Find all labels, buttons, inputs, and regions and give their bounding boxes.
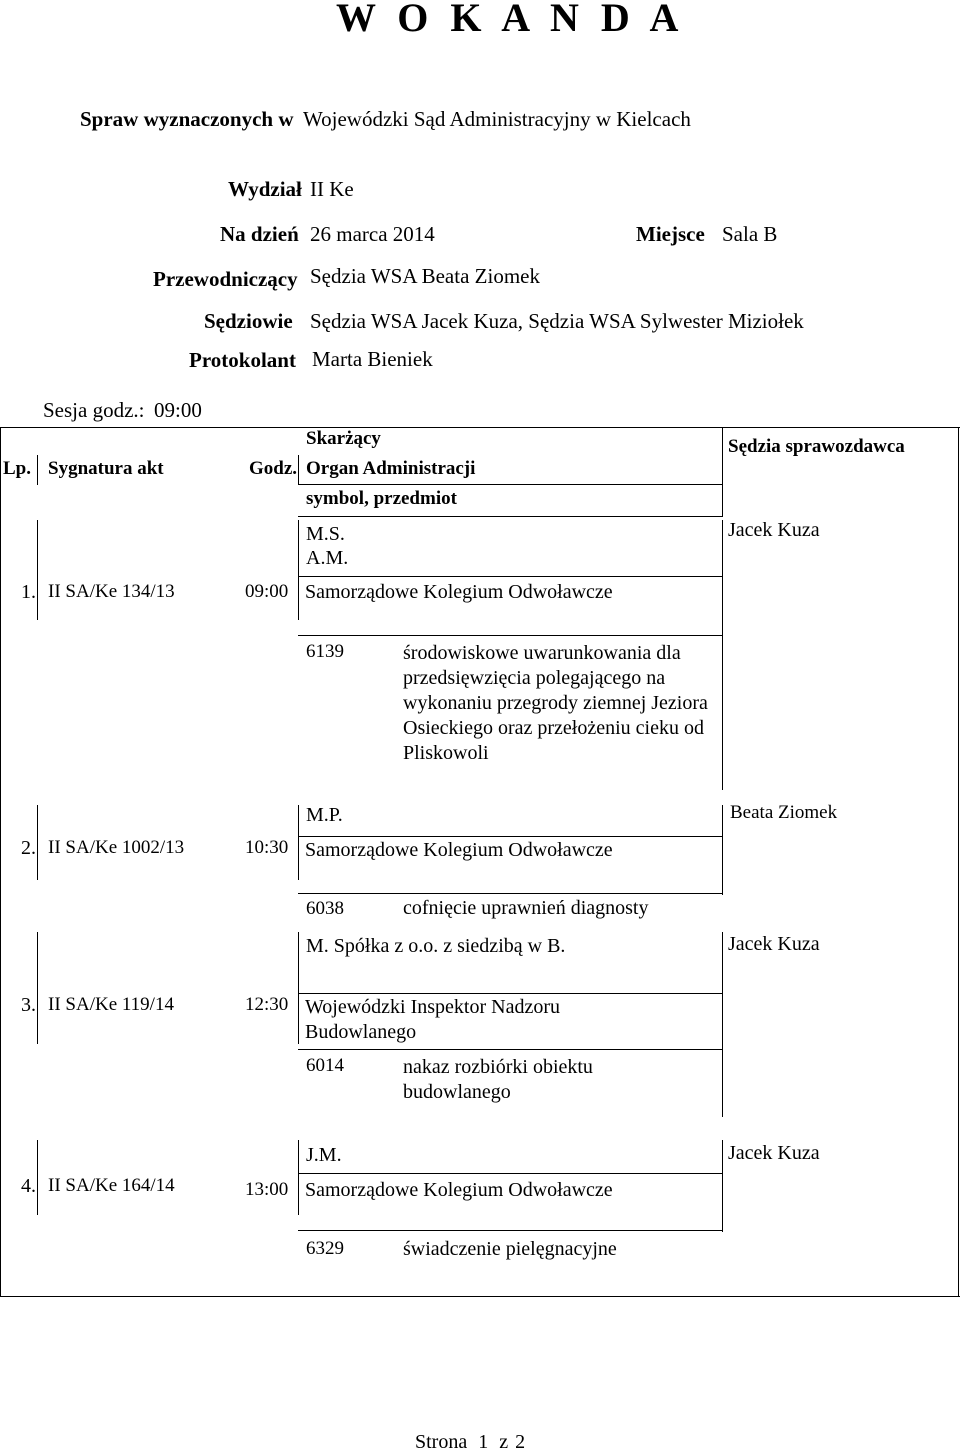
col-header-sygnatura: Sygnatura akt — [48, 458, 164, 479]
col-sep — [722, 1140, 723, 1232]
table-right-border — [958, 427, 959, 1297]
col-sep — [298, 805, 299, 880]
table-bottom-border — [0, 1296, 960, 1297]
case-przedmiot: świadczenie pielęgnacyjne — [403, 1238, 617, 1260]
spraw-label: Spraw wyznaczonych w — [80, 107, 294, 131]
col-header-sedzia: Sędzia sprawozdawca — [728, 436, 905, 457]
row-sep — [298, 1230, 722, 1231]
wydzial-value: II Ke — [310, 177, 354, 201]
case-lp: 1. — [21, 581, 36, 603]
col-sep — [37, 932, 38, 1044]
row-sep — [298, 1173, 722, 1174]
case-symbol: 6329 — [306, 1238, 344, 1259]
case-sedzia: Jacek Kuza — [728, 933, 820, 955]
przewodniczacy-label: Przewodniczący — [153, 267, 298, 291]
sedziowie-value: Sędzia WSA Jacek Kuza, Sędzia WSA Sylwester Miziołek — [310, 309, 804, 333]
case-sygnatura: II SA/Ke 119/14 — [48, 994, 174, 1015]
row-sep — [298, 484, 722, 485]
protokolant-label: Protokolant — [189, 348, 296, 372]
page-title: W O K A N D A — [336, 0, 685, 40]
col-sep — [722, 805, 723, 895]
case-godz: 10:30 — [245, 837, 289, 858]
case-sygnatura: II SA/Ke 1002/13 — [48, 837, 185, 858]
col-sep — [722, 427, 723, 517]
case-lp: 3. — [21, 994, 36, 1016]
col-sep — [37, 455, 38, 485]
col-sep — [37, 805, 38, 880]
row-sep — [298, 836, 722, 837]
case-symbol: 6014 — [306, 1055, 344, 1076]
przewodniczacy-value: Sędzia WSA Beata Ziomek — [310, 264, 540, 288]
case-godz: 13:00 — [245, 1179, 289, 1200]
case-przedmiot: nakaz rozbiórki obiektu budowlanego — [403, 1056, 593, 1103]
row-sep — [298, 893, 722, 894]
na-dzien-label: Na dzień — [220, 222, 299, 246]
col-sep — [37, 520, 38, 620]
case-organ: Samorządowe Kolegium Odwoławcze — [305, 581, 613, 603]
case-sygnatura: II SA/Ke 164/14 — [48, 1175, 175, 1196]
col-header-organ: Organ Administracji — [306, 458, 476, 479]
row-sep — [298, 1049, 722, 1050]
col-sep — [298, 932, 299, 1044]
case-organ: Samorządowe Kolegium Odwoławcze — [305, 1179, 613, 1201]
case-skarzacy: M.S. A.M. — [306, 523, 349, 569]
case-skarzacy: M. Spółka z o.o. z siedzibą w B. — [306, 935, 566, 957]
z-label: z — [499, 1431, 509, 1453]
case-godz: 12:30 — [245, 994, 289, 1015]
case-przedmiot: środowiskowe uwarunkowania dla przedsięwzięcia polegającego na wykonaniu przegrody ziemnej Jeziora Osieckiego oraz przełożeniu cieku od Pliskowoli — [403, 642, 708, 764]
case-skarzacy: J.M. — [306, 1144, 342, 1166]
col-header-skarzacy: Skarżący — [306, 428, 381, 449]
case-przedmiot: cofnięcie uprawnień diagnosty — [403, 897, 649, 919]
sedziowie-label: Sędziowie — [204, 309, 293, 333]
col-sep — [298, 455, 299, 485]
col-header-lp: Lp. — [3, 458, 31, 479]
col-header-symbol: symbol, przedmiot — [306, 488, 457, 509]
col-sep — [722, 932, 723, 1117]
case-sygnatura: II SA/Ke 134/13 — [48, 581, 175, 602]
case-lp: 2. — [21, 837, 36, 859]
case-organ: Wojewódzki Inspektor Nadzoru Budowlanego — [305, 996, 560, 1043]
table-top-border — [0, 427, 960, 428]
col-sep — [298, 520, 299, 620]
case-godz: 09:00 — [245, 581, 289, 602]
miejsce-label: Miejsce — [636, 222, 705, 246]
strona-value: 1 — [478, 1431, 489, 1453]
case-sedzia: Jacek Kuza — [728, 519, 820, 541]
row-sep — [298, 516, 722, 517]
case-lp: 4. — [21, 1175, 36, 1197]
row-sep — [298, 635, 722, 636]
sesja-value: 09:00 — [154, 398, 202, 422]
row-sep — [298, 576, 722, 577]
sesja-label: Sesja godz.: — [43, 398, 145, 422]
table-left-border — [0, 427, 1, 1297]
case-skarzacy: M.P. — [306, 804, 343, 826]
protokolant-value: Marta Bieniek — [312, 347, 433, 371]
z-value: 2 — [515, 1431, 526, 1453]
wydzial-label: Wydział — [228, 177, 302, 201]
court-name: Wojewódzki Sąd Administracyjny w Kielcach — [303, 107, 691, 131]
case-symbol: 6038 — [306, 898, 344, 919]
na-dzien-value: 26 marca 2014 — [310, 222, 435, 246]
case-organ: Samorządowe Kolegium Odwoławcze — [305, 839, 613, 861]
case-symbol: 6139 — [306, 641, 344, 662]
row-sep — [298, 993, 722, 994]
col-sep — [298, 1140, 299, 1215]
strona-label: Strona — [415, 1431, 468, 1453]
col-sep — [37, 1140, 38, 1215]
case-sedzia: Beata Ziomek — [730, 802, 838, 823]
miejsce-value: Sala B — [722, 222, 778, 246]
case-sedzia: Jacek Kuza — [728, 1142, 820, 1164]
col-header-godz: Godz. — [249, 458, 298, 479]
